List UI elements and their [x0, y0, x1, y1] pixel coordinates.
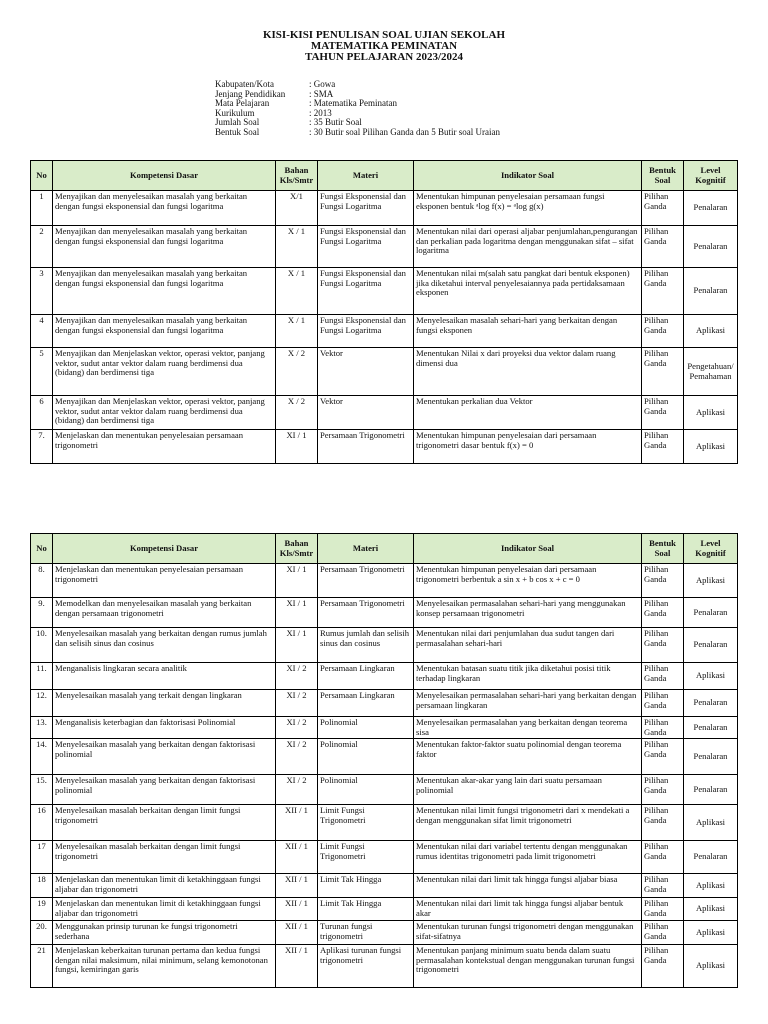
- table-row: [31, 268, 738, 315]
- cell-kompetensi-dasar: Menyelesaikan masalah yang berkaitan dengan rumus jumlah dan selisih sinus dan cosinus: [53, 628, 276, 663]
- header-indikator: Indikator Soal: [414, 534, 642, 564]
- info-value: : Gowa: [309, 79, 336, 89]
- cell-kompetensi-dasar: Menganalisis lingkaran secara analitik: [53, 663, 276, 690]
- cell-bahan: XI / 2: [276, 775, 318, 805]
- cell-kompetensi-dasar: Menjelaskan dan menentukan limit di ketakhinggaan fungsi aljabar dan trigonometri: [53, 898, 276, 921]
- table-row: [31, 396, 738, 430]
- cell-kompetensi-dasar: Memodelkan dan menyelesaikan masalah yang berkaitan dengan persamaan trigonometri: [53, 598, 276, 628]
- cell-indikator: Menentukan nilai dari variabel tertentu dengan menggunakan rumus identitas trigonometri pada limit trigonometri: [414, 841, 642, 874]
- cell-indikator: Menentukan nilai dari limit tak hingga fungsi aljabar bentuk akar: [414, 898, 642, 921]
- header-no: No: [31, 161, 53, 191]
- cell-kompetensi-dasar: Menyelesaikan masalah yang terkait dengan lingkaran: [53, 690, 276, 717]
- cell-bahan: XI / 2: [276, 690, 318, 717]
- cell-bentuk: Pilihan Ganda: [642, 628, 684, 663]
- cell-kompetensi-dasar: Menyelesaikan masalah berkaitan dengan limit fungsi trigonometri: [53, 841, 276, 874]
- cell-level: Penalaran: [684, 268, 738, 315]
- cell-bahan: X/1: [276, 191, 318, 226]
- cell-materi: Persamaan Trigonometri: [318, 598, 414, 628]
- cell-bahan: XI / 1: [276, 430, 318, 464]
- cell-level: Aplikasi: [684, 315, 738, 348]
- header-level: Level Kognitif: [684, 161, 738, 191]
- cell-no: 9.: [31, 598, 53, 628]
- header-bentuk: Bentuk Soal: [642, 161, 684, 191]
- table-row: [31, 739, 738, 775]
- cell-kompetensi-dasar: Menganalisis keterbagian dan faktorisasi Polinomial: [53, 717, 276, 739]
- info-key: Kabupaten/Kota: [215, 79, 274, 89]
- cell-indikator: Menentukan himpunan penyelesaian persamaan fungsi eksponen bentuk ᵃlog f(x) = ᵃlog g(x): [414, 191, 642, 226]
- cell-kompetensi-dasar: Menjelaskan dan menentukan penyelesaian persamaan trigonometri: [53, 430, 276, 464]
- cell-kompetensi-dasar: Menyajikan dan Menjelaskan vektor, operasi vektor, panjang vektor, sudut antar vektor dalam ruang berdimensi dua (bidang) dan berdimensi tiga: [53, 348, 276, 396]
- cell-level: Aplikasi: [684, 564, 738, 598]
- cell-indikator: Menyelesaikan permasalahan sehari-hari yang menggunakan konsep persamaan trigonometri: [414, 598, 642, 628]
- cell-level: Penalaran: [684, 598, 738, 628]
- cell-materi: Fungsi Eksponensial dan Fungsi Logaritma: [318, 191, 414, 226]
- info-value: : 2013: [309, 107, 332, 118]
- cell-materi: Polinomial: [318, 775, 414, 805]
- cell-no: 1: [31, 191, 53, 226]
- cell-kompetensi-dasar: Menggunakan prinsip turunan ke fungsi trigonometri sederhana: [53, 921, 276, 945]
- cell-no: 12.: [31, 690, 53, 717]
- table-row: [31, 564, 738, 598]
- cell-materi: Polinomial: [318, 717, 414, 739]
- table-row: [31, 841, 738, 874]
- cell-indikator: Menyelesaikan permasalahan sehari-hari yang berkaitan dengan persamaan lingkaran: [414, 690, 642, 717]
- cell-indikator: Menentukan nilai dari penjumlahan dua sudut tangen dari permasalahan sehari-hari: [414, 628, 642, 663]
- cell-bentuk: Pilihan Ganda: [642, 921, 684, 945]
- cell-bentuk: Pilihan Ganda: [642, 739, 684, 775]
- cell-level: Penalaran: [684, 191, 738, 226]
- cell-no: 7.: [31, 430, 53, 464]
- info-value: : 35 Butir Soal: [309, 117, 362, 128]
- table-row: [31, 945, 738, 988]
- cell-bentuk: Pilihan Ganda: [642, 598, 684, 628]
- cell-materi: Vektor: [318, 348, 414, 396]
- cell-indikator: Menentukan panjang minimum suatu benda dalam suatu permasalahan kontekstual dengan menggunakan turunan fungsi trigonometri: [414, 945, 642, 988]
- doc-year: TAHUN PELAJARAN 2023/2024: [304, 51, 464, 63]
- cell-level: Aplikasi: [684, 430, 738, 464]
- cell-kompetensi-dasar: Menyajikan dan menyelesaikan masalah yang berkaitan dengan fungsi eksponensial dan fungsi logaritma: [53, 191, 276, 226]
- cell-materi: Aplikasi turunan fungsi trigonometri: [318, 945, 414, 988]
- table-row: [31, 690, 738, 717]
- cell-no: 20.: [31, 921, 53, 945]
- cell-indikator: Menentukan nilai m(salah satu pangkat dari bentuk eksponen) jika diketahui interval penyelesaiannya pada pertidaksamaan eksponen: [414, 268, 642, 315]
- cell-no: 13.: [31, 717, 53, 739]
- table-row: [31, 628, 738, 663]
- cell-kompetensi-dasar: Menyajikan dan menyelesaikan masalah yang berkaitan dengan fungsi eksponensial dan fungsi logaritma: [53, 315, 276, 348]
- table-row: [31, 315, 738, 348]
- cell-bentuk: Pilihan Ganda: [642, 775, 684, 805]
- header-bahan: Bahan Kls/Smtr: [276, 534, 318, 564]
- cell-bahan: X / 1: [276, 315, 318, 348]
- cell-materi: Persamaan Trigonometri: [318, 430, 414, 464]
- cell-bentuk: Pilihan Ganda: [642, 268, 684, 315]
- cell-level: Aplikasi: [684, 898, 738, 921]
- cell-bahan: XII / 1: [276, 874, 318, 898]
- info-value: : Matematika Peminatan: [309, 98, 397, 109]
- cell-kompetensi-dasar: Menyelesaikan masalah yang berkaitan dengan faktorisasi polinomial: [53, 739, 276, 775]
- cell-bahan: XI / 2: [276, 717, 318, 739]
- cell-no: 6: [31, 396, 53, 430]
- cell-bentuk: Pilihan Ganda: [642, 191, 684, 226]
- doc-title: KISI-KISI PENULISAN SOAL UJIAN SEKOLAH: [262, 29, 506, 41]
- info-key: Jumlah Soal: [215, 117, 260, 128]
- table-row: [31, 598, 738, 628]
- cell-level: Penalaran: [684, 628, 738, 663]
- cell-bahan: XII / 1: [276, 898, 318, 921]
- cell-kompetensi-dasar: Menjelaskan dan menentukan limit di ketakhinggaan fungsi aljabar dan trigonometri: [53, 874, 276, 898]
- cell-materi: Fungsi Eksponensial dan Fungsi Logaritma: [318, 268, 414, 315]
- cell-level: Penalaran: [684, 717, 738, 739]
- cell-no: 17: [31, 841, 53, 874]
- info-value: : 30 Butir soal Pilihan Ganda dan 5 Butir soal Uraian: [309, 126, 500, 137]
- cell-bahan: X / 2: [276, 396, 318, 430]
- cell-indikator: Menentukan perkalian dua Vektor: [414, 396, 642, 430]
- table-kisi-kisi-1: [30, 160, 738, 464]
- cell-bentuk: Pilihan Ganda: [642, 226, 684, 268]
- cell-bahan: X / 2: [276, 348, 318, 396]
- info-value: : SMA: [309, 88, 334, 99]
- cell-no: 10.: [31, 628, 53, 663]
- cell-bentuk: Pilihan Ganda: [642, 690, 684, 717]
- table-row: [31, 775, 738, 805]
- cell-bentuk: Pilihan Ganda: [642, 805, 684, 841]
- cell-indikator: Menentukan faktor-faktor suatu polinomial dengan teorema faktor: [414, 739, 642, 775]
- info-key: Jenjang Pendidikan: [215, 88, 286, 99]
- table-row: [31, 921, 738, 945]
- cell-level: Aplikasi: [684, 921, 738, 945]
- cell-level: Penalaran: [684, 739, 738, 775]
- cell-materi: Polinomial: [318, 739, 414, 775]
- header-kompetensi-dasar: Kompetensi Dasar: [53, 534, 276, 564]
- info-key: Mata Pelajaran: [215, 98, 270, 109]
- cell-bahan: XI / 1: [276, 564, 318, 598]
- cell-bahan: X / 1: [276, 226, 318, 268]
- cell-bentuk: Pilihan Ganda: [642, 874, 684, 898]
- cell-no: 5: [31, 348, 53, 396]
- cell-level: Aplikasi: [684, 663, 738, 690]
- header-indikator: Indikator Soal: [414, 161, 642, 191]
- cell-level: Penalaran: [684, 775, 738, 805]
- cell-level: Aplikasi: [684, 874, 738, 898]
- cell-bahan: X / 1: [276, 268, 318, 315]
- cell-level: Pengetahuan/ Pemahaman: [684, 348, 738, 396]
- cell-kompetensi-dasar: Menjelaskan dan menentukan penyelesaian persamaan trigonometri: [53, 564, 276, 598]
- cell-bentuk: Pilihan Ganda: [642, 945, 684, 988]
- cell-materi: Limit Fungsi Trigonometri: [318, 841, 414, 874]
- cell-materi: Limit Tak Hingga: [318, 898, 414, 921]
- cell-materi: Limit Tak Hingga: [318, 874, 414, 898]
- cell-level: Penalaran: [684, 226, 738, 268]
- cell-no: 15.: [31, 775, 53, 805]
- table-row: [31, 717, 738, 739]
- cell-indikator: Menentukan akar-akar yang lain dari suatu persamaan polinomial: [414, 775, 642, 805]
- cell-bentuk: Pilihan Ganda: [642, 396, 684, 430]
- cell-materi: Turunan fungsi trigonometri: [318, 921, 414, 945]
- cell-level: Aplikasi: [684, 805, 738, 841]
- cell-bentuk: Pilihan Ganda: [642, 717, 684, 739]
- cell-indikator: Menentukan turunan fungsi trigonometri dengan menggunakan sifat-sifatnya: [414, 921, 642, 945]
- cell-bahan: XI / 1: [276, 628, 318, 663]
- table-row: [31, 805, 738, 841]
- cell-bentuk: Pilihan Ganda: [642, 348, 684, 396]
- cell-materi: Rumus jumlah dan selisih sinus dan cosinus: [318, 628, 414, 663]
- cell-kompetensi-dasar: Menyelesaikan masalah yang berkaitan dengan faktorisasi polinomial: [53, 775, 276, 805]
- cell-no: 16: [31, 805, 53, 841]
- cell-indikator: Menentukan nilai dari operasi aljabar penjumlahan,pengurangan dan perkalian pada logaritma dengan menggunakan sifat – sifat logaritma: [414, 226, 642, 268]
- cell-bentuk: Pilihan Ganda: [642, 430, 684, 464]
- cell-materi: Persamaan Lingkaran: [318, 690, 414, 717]
- table-row: [31, 226, 738, 268]
- cell-bahan: XII / 1: [276, 841, 318, 874]
- cell-indikator: Menentukan nilai limit fungsi trigonometri dari x mendekati a dengan menggunakan sifat limit trigonometri: [414, 805, 642, 841]
- cell-indikator: Menentukan batasan suatu titik jika diketahui posisi titik terhadap lingkaran: [414, 663, 642, 690]
- cell-bentuk: Pilihan Ganda: [642, 663, 684, 690]
- cell-no: 19: [31, 898, 53, 921]
- cell-kompetensi-dasar: Menyajikan dan Menjelaskan vektor, operasi vektor, panjang vektor, sudut antar vektor dalam ruang berdimensi dua (bidang) dan berdimensi tiga: [53, 396, 276, 430]
- cell-kompetensi-dasar: Menjelaskan keberkaitan turunan pertama dan kedua fungsi dengan nilai maksimum, nilai minimum, selang kemonotonan fungsi, kemiringan garis: [53, 945, 276, 988]
- header-bentuk: Bentuk Soal: [642, 534, 684, 564]
- cell-bentuk: Pilihan Ganda: [642, 564, 684, 598]
- table-row: [31, 191, 738, 226]
- header-bahan: Bahan Kls/Smtr: [276, 161, 318, 191]
- cell-kompetensi-dasar: Menyelesaikan masalah berkaitan dengan limit fungsi trigonometri: [53, 805, 276, 841]
- header-kompetensi-dasar: Kompetensi Dasar: [53, 161, 276, 191]
- cell-indikator: Menentukan himpunan penyelesaian dari persamaan trigonometri berbentuk a sin x + b cos x + c = 0: [414, 564, 642, 598]
- cell-no: 11.: [31, 663, 53, 690]
- cell-bahan: XII / 1: [276, 921, 318, 945]
- cell-level: Aplikasi: [684, 396, 738, 430]
- header-no: No: [31, 534, 53, 564]
- header-materi: Materi: [318, 534, 414, 564]
- cell-indikator: Menentukan himpunan penyelesaian dari persamaan trigonometri dasar bentuk f(x) = 0: [414, 430, 642, 464]
- table-row: [31, 348, 738, 396]
- table-kisi-kisi-2: [30, 533, 738, 988]
- cell-indikator: Menyelesaikan masalah sehari-hari yang berkaitan dengan fungsi eksponen: [414, 315, 642, 348]
- cell-indikator: Menentukan nilai dari limit tak hingga fungsi aljabar biasa: [414, 874, 642, 898]
- cell-materi: Limit Fungsi Trigonometri: [318, 805, 414, 841]
- cell-bahan: XI / 2: [276, 663, 318, 690]
- info-key: Kurikulum: [215, 107, 255, 118]
- table-row: [31, 430, 738, 464]
- cell-no: 3: [31, 268, 53, 315]
- table-row: [31, 874, 738, 898]
- cell-level: Penalaran: [684, 841, 738, 874]
- cell-bahan: XI / 2: [276, 739, 318, 775]
- cell-bahan: XI / 1: [276, 598, 318, 628]
- header-level: Level Kognitif: [684, 534, 738, 564]
- cell-no: 18: [31, 874, 53, 898]
- header-materi: Materi: [318, 161, 414, 191]
- cell-level: Penalaran: [684, 690, 738, 717]
- cell-no: 14.: [31, 739, 53, 775]
- cell-indikator: Menyelesaikan permasalahan yang berkaitan dengan teorema sisa: [414, 717, 642, 739]
- cell-materi: Fungsi Eksponensial dan Fungsi Logaritma: [318, 226, 414, 268]
- cell-no: 4: [31, 315, 53, 348]
- cell-no: 2: [31, 226, 53, 268]
- cell-no: 8.: [31, 564, 53, 598]
- cell-bahan: XII / 1: [276, 945, 318, 988]
- cell-bentuk: Pilihan Ganda: [642, 841, 684, 874]
- table-row: [31, 663, 738, 690]
- cell-kompetensi-dasar: Menyajikan dan menyelesaikan masalah yang berkaitan dengan fungsi eksponensial dan fungsi logaritma: [53, 226, 276, 268]
- cell-materi: Vektor: [318, 396, 414, 430]
- doc-subtitle: MATEMATIKA PEMINATAN: [310, 40, 458, 52]
- table-row: [31, 898, 738, 921]
- cell-bentuk: Pilihan Ganda: [642, 315, 684, 348]
- cell-bahan: XII / 1: [276, 805, 318, 841]
- cell-level: Aplikasi: [684, 945, 738, 988]
- cell-materi: Persamaan Lingkaran: [318, 663, 414, 690]
- cell-bentuk: Pilihan Ganda: [642, 898, 684, 921]
- cell-no: 21: [31, 945, 53, 988]
- info-key: Bentuk Soal: [215, 126, 260, 137]
- cell-materi: Fungsi Eksponensial dan Fungsi Logaritma: [318, 315, 414, 348]
- cell-kompetensi-dasar: Menyajikan dan menyelesaikan masalah yang berkaitan dengan fungsi eksponensial dan fungsi logaritma: [53, 268, 276, 315]
- cell-indikator: Menentukan Nilai x dari proyeksi dua vektor dalam ruang dimensi dua: [414, 348, 642, 396]
- cell-materi: Persamaan Trigonometri: [318, 564, 414, 598]
